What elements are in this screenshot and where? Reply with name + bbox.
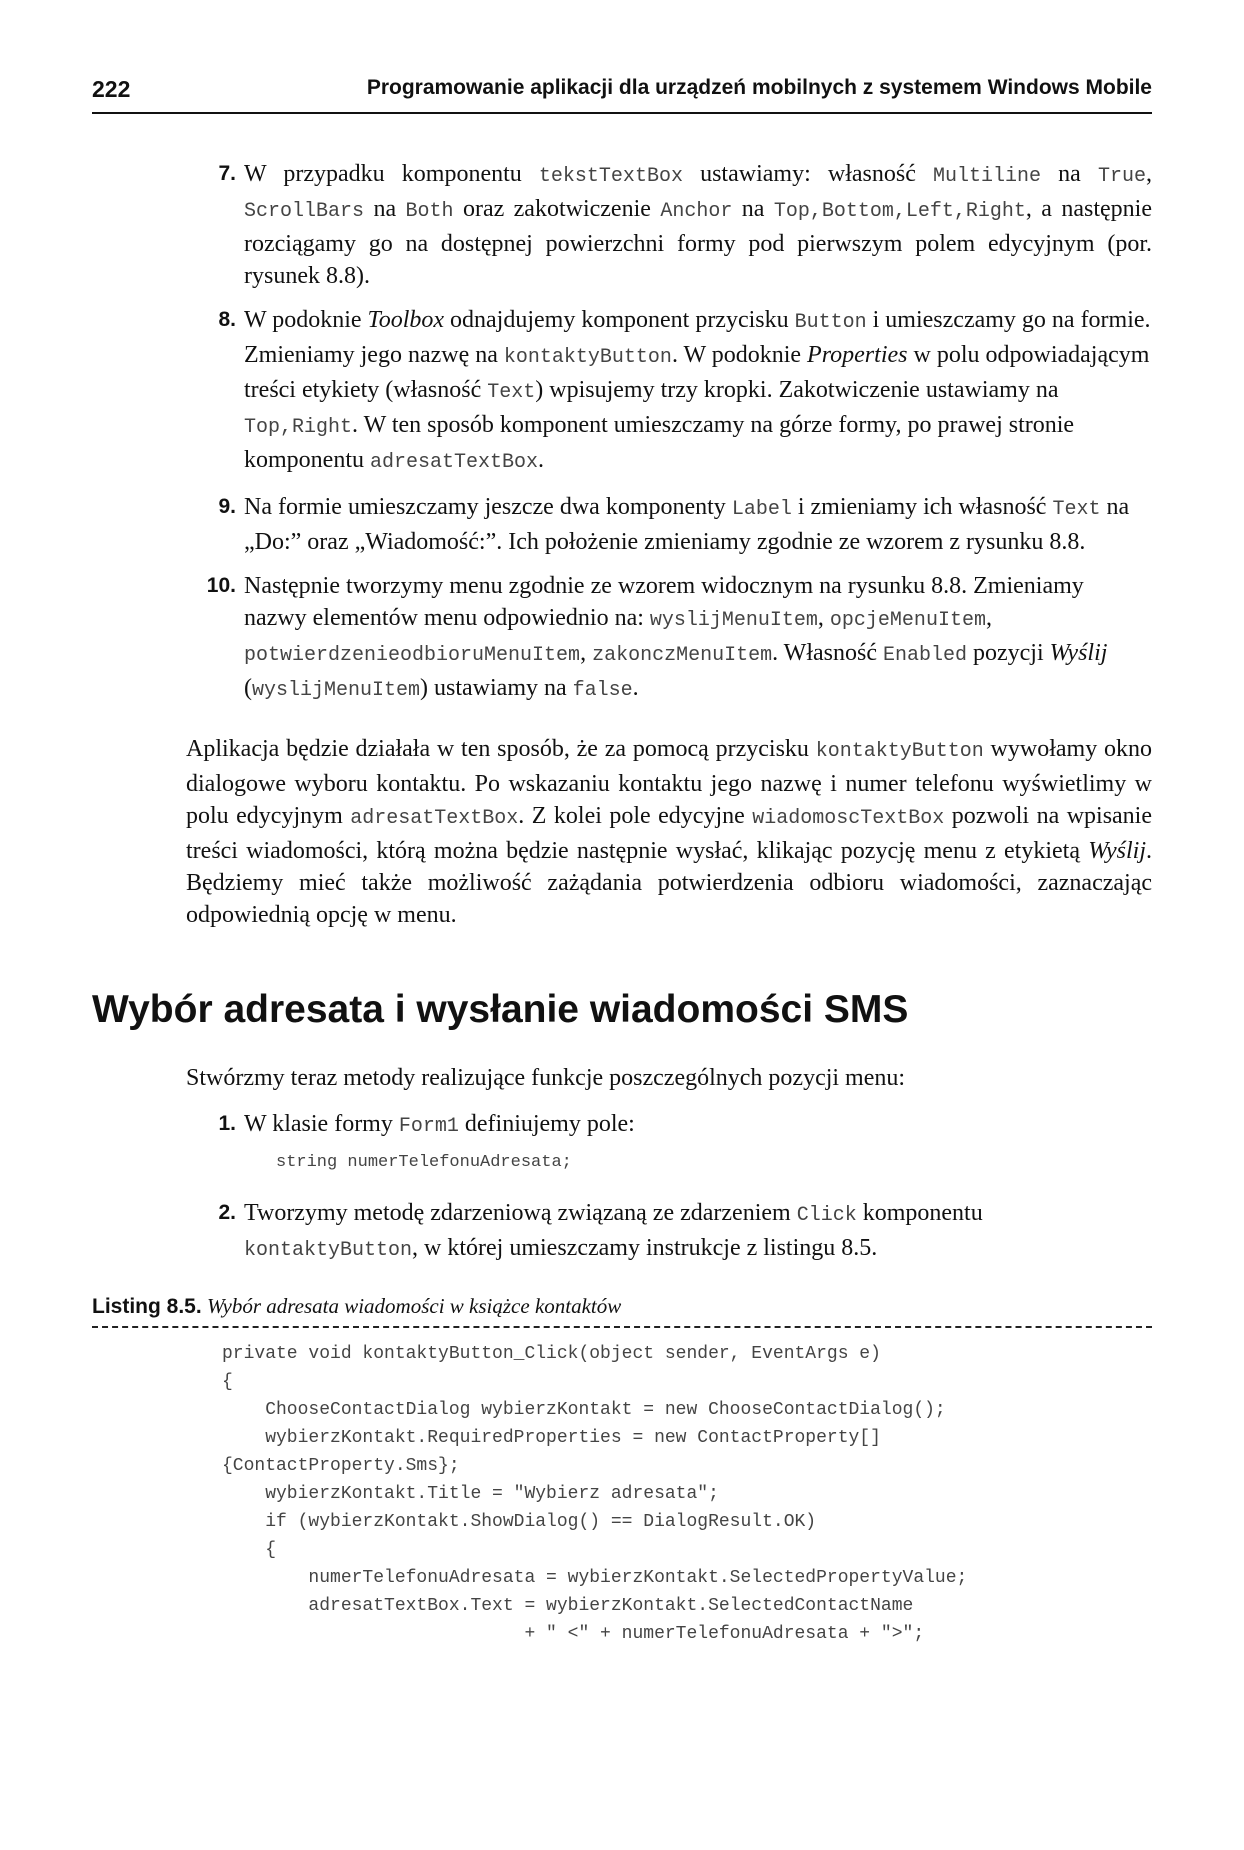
code-run: Label <box>731 498 792 521</box>
code-run: wiadomoscTextBox <box>752 807 945 830</box>
text-run: Na formie umieszczamy jeszcze dwa komponenty <box>244 494 732 520</box>
body-paragraph <box>186 733 1152 931</box>
text-run: , <box>1146 161 1152 187</box>
section-heading: Wybór adresata i wysłanie wiadomości SMS <box>92 988 909 1031</box>
code-run: zakonczMenuItem <box>592 644 773 667</box>
running-title: Programowanie aplikacji dla urządzeń mobilnych z systemem Windows Mobile <box>366 76 1152 99</box>
code-run: Enabled <box>882 644 967 667</box>
text-run: ) ustawiamy na <box>420 675 573 701</box>
step-7 <box>186 158 1152 292</box>
text-run: . W podoknie <box>671 342 808 368</box>
text-run: , <box>817 605 830 631</box>
code-run: false <box>572 679 633 702</box>
step-number: 1. <box>218 1112 236 1135</box>
step-8 <box>186 304 1152 479</box>
listing-title: Wybór adresata wiadomości w książce kontaktów <box>206 1294 622 1318</box>
text-run: W podoknie <box>244 307 368 333</box>
code-run: kontaktyButton <box>503 346 672 369</box>
section-intro: Stwórzmy teraz metody realizujące funkcje poszczególnych pozycji menu: <box>186 1065 906 1091</box>
code-run: kontaktyButton <box>244 1239 413 1262</box>
step-number: 10. <box>206 574 236 597</box>
code-run: tekstTextBox <box>538 165 683 188</box>
italic-run: Toolbox <box>367 307 445 333</box>
code-run: adresatTextBox <box>350 807 519 830</box>
text-run: , a następnie rozciągamy go na dostępnej powierzchni formy pod pierwszym polem edycyjnym (por. rysunek 8.8). <box>244 196 1152 289</box>
text-run: definiujemy pole: <box>458 1111 635 1137</box>
code-run: wyslijMenuItem <box>252 679 421 702</box>
code-run: ScrollBars <box>244 200 365 223</box>
code-run: Top,Right <box>244 416 353 439</box>
code-run: Button <box>794 311 867 334</box>
text-run: , <box>985 605 992 631</box>
text-run: na „Do:” oraz „Wiadomość:”. Ich położenie zmieniamy zgodnie ze wzorem z rysunku 8.8. <box>244 494 1130 555</box>
italic-run: Properties <box>807 342 908 368</box>
code-run: Both <box>405 200 454 223</box>
step-10 <box>186 570 1152 707</box>
text-run: komponentu <box>856 1200 983 1226</box>
step-9 <box>186 491 1152 558</box>
step-number: 7. <box>218 162 236 185</box>
italic-run: Wyślij <box>1049 640 1108 666</box>
text-run: Aplikacja będzie działała w ten sposób, że za pomocą przycisku <box>186 736 816 762</box>
code-run: Click <box>796 1204 857 1227</box>
text-run: na <box>1041 161 1098 187</box>
text-run: Tworzymy metodę zdarzeniową związaną ze zdarzeniem <box>244 1200 797 1226</box>
instruction-body <box>186 158 1152 931</box>
text-run: . Z kolei pole edycyjne <box>518 803 753 829</box>
text-run: w polu odpowiadającym treści etykiety (własność <box>244 342 1150 403</box>
text-run: . <box>632 675 639 701</box>
code-run: adresatTextBox <box>370 451 539 474</box>
text-run: . Własność <box>772 640 883 666</box>
step-number: 8. <box>218 308 236 331</box>
code-run: kontaktyButton <box>815 740 984 763</box>
text-run: wywołamy okno dialogowe wyboru kontaktu. Po wskazaniu kontaktu jego nazwę i numer telefonu wyświetlimy w polu edycyjnym <box>186 736 1152 829</box>
text-run: . <box>538 447 545 473</box>
step-number: 2. <box>218 1201 236 1224</box>
code-run: Anchor <box>660 200 733 223</box>
listing-caption <box>92 1294 1152 1328</box>
page-number: 222 <box>92 76 131 102</box>
code-run: Multiline <box>933 165 1042 188</box>
step-2 <box>186 1197 1152 1267</box>
code-run: potwierdzenieodbioruMenuItem <box>244 644 581 667</box>
text-run: W przypadku komponentu <box>244 161 539 187</box>
code-listing: private void kontaktyButton_Click(object sender, EventArgs e) { ChooseContactDialog wybierzKontakt = new ChooseContactDialog(); wybierzKontakt.RequiredProperties = new ContactProperty[] {ContactProperty.Sms}; wybierzKontakt.Title = "Wybierz adresata"; if (wybierzKontakt.ShowDialog() == DialogResult.OK) { numerTelefonuAdresata = wybierzKontakt.SelectedPropertyValue; adresatTextBox.Text = wybierzKontakt.SelectedContactName + " <" + numerTelefonuAdresata + ">"; <box>222 1344 968 1644</box>
text-run: odnajdujemy komponent przycisku <box>444 307 795 333</box>
step-number: 9. <box>218 495 236 518</box>
text-run: na <box>364 196 406 222</box>
text-run: ( <box>244 675 252 701</box>
text-run: i zmieniamy ich własność <box>791 494 1053 520</box>
italic-run: Wyślij <box>1088 838 1146 864</box>
code-run: Text <box>1052 498 1101 521</box>
page-header <box>92 72 1152 114</box>
code-run: opcjeMenuItem <box>829 609 986 632</box>
text-run: , <box>580 640 593 666</box>
text-run: pozwoli na wpisanie treści wiadomości, którą można będzie następnie wysłać, klikając pozycję menu z etykietą <box>186 803 1153 864</box>
code-run: wyslijMenuItem <box>649 609 818 632</box>
text-run: W klasie formy <box>244 1111 399 1137</box>
field-declaration-code: string numerTelefonuAdresata; <box>276 1153 572 1172</box>
code-run: Form1 <box>398 1115 459 1138</box>
text-run: , w której umieszczamy instrukcje z listingu 8.5. <box>412 1235 878 1261</box>
text-run: . W ten sposób komponent umieszczamy na górze formy, po prawej stronie komponentu <box>244 412 1075 473</box>
text-run: . Będziemy mieć także możliwość zażądania potwierdzenia odbioru wiadomości, zaznaczając odpowiednią opcję w menu. <box>186 838 1152 928</box>
code-run: Top,Bottom,Left,Right <box>773 200 1026 223</box>
step-1 <box>186 1108 1152 1143</box>
text-run: Następnie tworzymy menu zgodnie ze wzorem widocznym na rysunku 8.8. Zmieniamy nazwy elementów menu odpowiednio na: <box>244 573 1084 631</box>
code-run: True <box>1097 165 1146 188</box>
text-run: na <box>732 196 774 222</box>
text-run: ) wpisujemy trzy kropki. Zakotwiczenie ustawiamy na <box>535 377 1059 403</box>
text-run: ustawiamy: własność <box>682 161 934 187</box>
section-body <box>186 1062 1152 1279</box>
text-run: oraz zakotwiczenie <box>453 196 661 222</box>
text-run: i umieszczamy go na formie. Zmieniamy jego nazwę na <box>244 307 1151 368</box>
code-run: Text <box>487 381 536 404</box>
listing-label: Listing 8.5. <box>92 1295 202 1318</box>
text-run: pozycji <box>966 640 1050 666</box>
